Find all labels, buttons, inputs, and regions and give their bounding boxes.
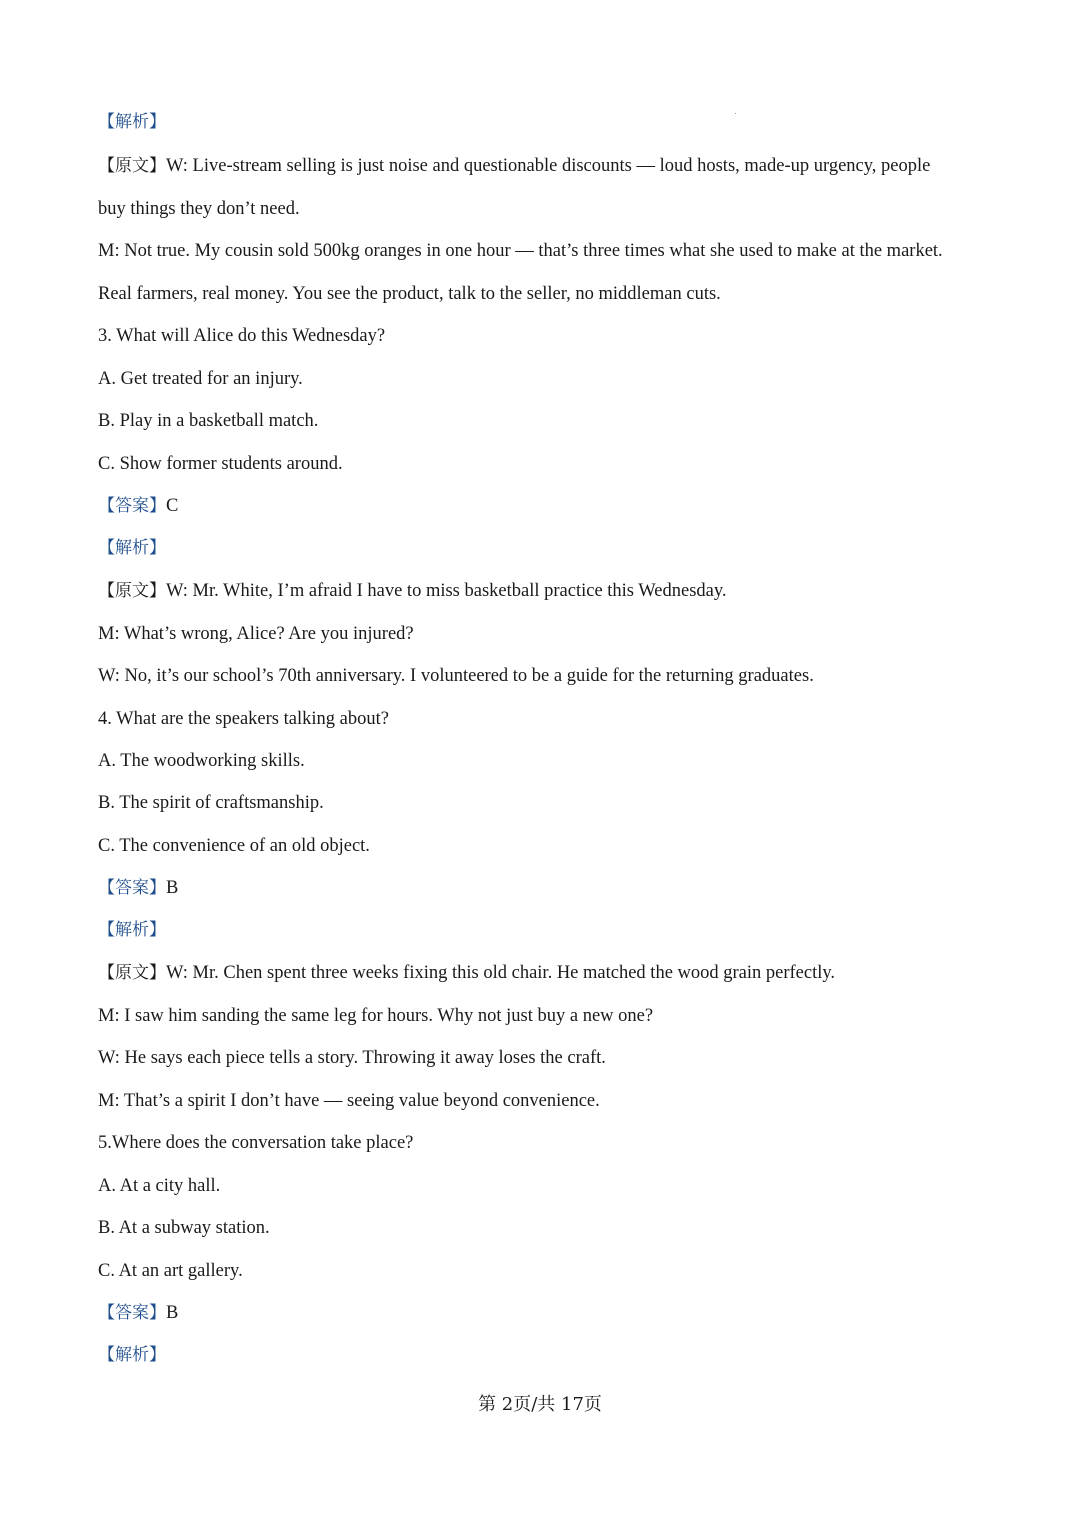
line-text: B. Play in a basketball match.: [98, 411, 319, 431]
line-text: M: Not true. My cousin sold 500kg oranges in one hour — that’s three times what she used to make at the market.: [98, 241, 943, 261]
line-tag: 【答案】: [98, 1303, 166, 1323]
line-text: C: [166, 496, 179, 516]
answer-line: [98, 876, 178, 900]
line-text: W: Mr. Chen spent three weeks fixing this old chair. He matched the wood grain perfectly.: [166, 963, 836, 983]
line-text: W: No, it’s our school’s 70th anniversary. I volunteered to be a guide for the returning graduates.: [98, 666, 814, 686]
answer-line: [98, 494, 178, 518]
line-text: B: [166, 1303, 179, 1323]
line-tag: 【原文】: [98, 156, 166, 176]
line-text: W: Live-stream selling is just noise and questionable discounts — loud hosts, made-up urgency, people: [166, 156, 931, 176]
line-text: M: I saw him sanding the same leg for hours. Why not just buy a new one?: [98, 1006, 654, 1026]
line-tag: 【原文】: [98, 963, 166, 983]
line-text: B. The spirit of craftsmanship.: [98, 793, 324, 813]
page-number: 第 2页/共 17页: [478, 1394, 602, 1415]
option-a: [98, 749, 305, 773]
line-text: A. Get treated for an injury.: [98, 369, 303, 389]
line-text: B. At a subway station.: [98, 1218, 270, 1238]
transcript-line: [98, 1004, 653, 1028]
question-text: [98, 1131, 413, 1155]
question-text: [98, 324, 385, 348]
transcript-line: [98, 622, 414, 646]
line-tag: 【解析】: [98, 112, 166, 132]
line-text: M: What’s wrong, Alice? Are you injured?: [98, 624, 414, 644]
line-text: Real farmers, real money. You see the product, talk to the seller, no middleman cuts.: [98, 284, 721, 304]
line-tag: 【解析】: [98, 538, 166, 558]
line-text: A. The woodworking skills.: [98, 751, 305, 771]
page-footer: [0, 1393, 1080, 1417]
analysis-heading: [98, 110, 166, 134]
option-a: [98, 1174, 220, 1198]
line-text: C. Show former students around.: [98, 454, 343, 474]
option-b: [98, 1216, 270, 1240]
line-text: A. At a city hall.: [98, 1176, 221, 1196]
line-tag: 【答案】: [98, 878, 166, 898]
line-tag: 【答案】: [98, 496, 166, 516]
line-text: 3. What will Alice do this Wednesday?: [98, 326, 386, 346]
line-text: C. The convenience of an old object.: [98, 836, 370, 856]
analysis-heading: [98, 918, 166, 942]
transcript-line: [98, 1089, 600, 1113]
option-a: [98, 367, 303, 391]
line-text: buy things they don’t need.: [98, 199, 300, 219]
transcript-line: [98, 961, 835, 985]
line-tag: 【解析】: [98, 920, 166, 940]
transcript-line: [98, 579, 727, 603]
line-text: W: Mr. White, I’m afraid I have to miss basketball practice this Wednesday.: [166, 581, 727, 601]
transcript-line: [98, 239, 943, 263]
question-text: [98, 707, 389, 731]
line-text: 4. What are the speakers talking about?: [98, 709, 389, 729]
line-text: W: He says each piece tells a story. Throwing it away loses the craft.: [98, 1048, 606, 1068]
analysis-heading: [98, 1343, 166, 1367]
transcript-line: [98, 1046, 606, 1070]
line-text: C. At an art gallery.: [98, 1261, 243, 1281]
option-c: [98, 1259, 243, 1283]
line-tag: 【原文】: [98, 581, 166, 601]
speck-mark: [735, 113, 736, 114]
analysis-heading: [98, 536, 166, 560]
transcript-line: [98, 664, 814, 688]
option-c: [98, 452, 343, 476]
line-text: 5.Where does the conversation take place?: [98, 1133, 414, 1153]
transcript-line: [98, 197, 300, 221]
line-tag: 【解析】: [98, 1345, 166, 1365]
transcript-line: [98, 154, 930, 178]
option-b: [98, 791, 324, 815]
transcript-line: [98, 282, 721, 306]
option-c: [98, 834, 370, 858]
line-text: B: [166, 878, 179, 898]
line-text: M: That’s a spirit I don’t have — seeing value beyond convenience.: [98, 1091, 600, 1111]
option-b: [98, 409, 318, 433]
answer-line: [98, 1301, 178, 1325]
